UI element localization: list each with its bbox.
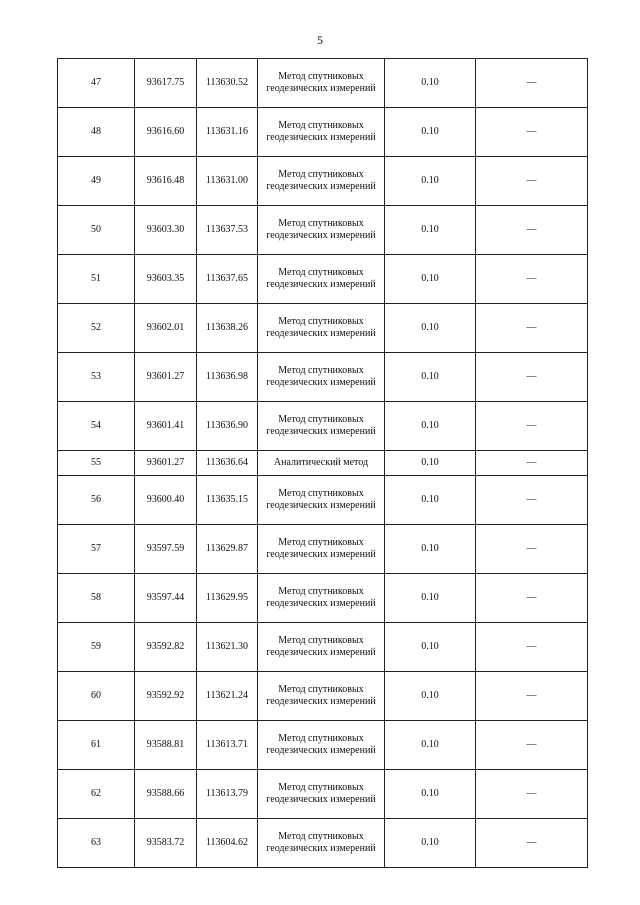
accuracy-cell: 0.10 <box>385 819 476 868</box>
note-cell: — <box>476 623 588 672</box>
x-coordinate-cell: 93600.40 <box>135 476 197 525</box>
note-cell: — <box>476 108 588 157</box>
method-cell: Метод спутниковых геодезических измерений <box>258 206 385 255</box>
point-number-cell: 51 <box>58 255 135 304</box>
table-body <box>58 59 588 868</box>
y-coordinate-cell: 113613.71 <box>197 721 258 770</box>
note-cell: — <box>476 304 588 353</box>
table-row <box>58 402 588 451</box>
accuracy-cell: 0.10 <box>385 206 476 255</box>
y-coordinate-cell: 113630.52 <box>197 59 258 108</box>
method-cell: Метод спутниковых геодезических измерений <box>258 672 385 721</box>
x-coordinate-cell: 93583.72 <box>135 819 197 868</box>
table-row <box>58 574 588 623</box>
y-coordinate-cell: 113631.16 <box>197 108 258 157</box>
method-cell: Метод спутниковых геодезических измерений <box>258 525 385 574</box>
note-cell: — <box>476 157 588 206</box>
note-cell: — <box>476 721 588 770</box>
y-coordinate-cell: 113629.95 <box>197 574 258 623</box>
method-cell: Метод спутниковых геодезических измерений <box>258 304 385 353</box>
x-coordinate-cell: 93616.48 <box>135 157 197 206</box>
table-row <box>58 451 588 476</box>
x-coordinate-cell: 93603.30 <box>135 206 197 255</box>
y-coordinate-cell: 113638.26 <box>197 304 258 353</box>
method-cell: Метод спутниковых геодезических измерений <box>258 402 385 451</box>
note-cell: — <box>476 770 588 819</box>
x-coordinate-cell: 93601.27 <box>135 451 197 476</box>
note-cell: — <box>476 672 588 721</box>
note-cell: — <box>476 206 588 255</box>
point-number-cell: 48 <box>58 108 135 157</box>
x-coordinate-cell: 93588.66 <box>135 770 197 819</box>
accuracy-cell: 0.10 <box>385 525 476 574</box>
x-coordinate-cell: 93597.59 <box>135 525 197 574</box>
x-coordinate-cell: 93601.27 <box>135 353 197 402</box>
table-row <box>58 525 588 574</box>
accuracy-cell: 0.10 <box>385 672 476 721</box>
note-cell: — <box>476 819 588 868</box>
page-number: 5 <box>317 33 323 47</box>
note-cell: — <box>476 574 588 623</box>
point-number-cell: 63 <box>58 819 135 868</box>
x-coordinate-cell: 93592.92 <box>135 672 197 721</box>
y-coordinate-cell: 113604.62 <box>197 819 258 868</box>
method-cell: Метод спутниковых геодезических измерений <box>258 770 385 819</box>
table-row <box>58 206 588 255</box>
y-coordinate-cell: 113636.90 <box>197 402 258 451</box>
table-row <box>58 819 588 868</box>
note-cell: — <box>476 59 588 108</box>
x-coordinate-cell: 93601.41 <box>135 402 197 451</box>
x-coordinate-cell: 93617.75 <box>135 59 197 108</box>
point-number-cell: 58 <box>58 574 135 623</box>
note-cell: — <box>476 255 588 304</box>
y-coordinate-cell: 113636.64 <box>197 451 258 476</box>
method-cell: Метод спутниковых геодезических измерений <box>258 623 385 672</box>
accuracy-cell: 0.10 <box>385 770 476 819</box>
accuracy-cell: 0.10 <box>385 623 476 672</box>
y-coordinate-cell: 113635.15 <box>197 476 258 525</box>
y-coordinate-cell: 113631.00 <box>197 157 258 206</box>
table-row <box>58 157 588 206</box>
note-cell: — <box>476 353 588 402</box>
point-number-cell: 47 <box>58 59 135 108</box>
method-cell: Метод спутниковых геодезических измерений <box>258 819 385 868</box>
point-number-cell: 55 <box>58 451 135 476</box>
y-coordinate-cell: 113637.53 <box>197 206 258 255</box>
note-cell: — <box>476 476 588 525</box>
note-cell: — <box>476 525 588 574</box>
table-row <box>58 476 588 525</box>
method-cell: Метод спутниковых геодезических измерений <box>258 353 385 402</box>
method-cell: Метод спутниковых геодезических измерений <box>258 476 385 525</box>
accuracy-cell: 0.10 <box>385 255 476 304</box>
x-coordinate-cell: 93602.01 <box>135 304 197 353</box>
accuracy-cell: 0.10 <box>385 402 476 451</box>
method-cell: Метод спутниковых геодезических измерений <box>258 157 385 206</box>
accuracy-cell: 0.10 <box>385 721 476 770</box>
table-row <box>58 770 588 819</box>
method-cell: Аналитический метод <box>258 451 385 476</box>
y-coordinate-cell: 113637.65 <box>197 255 258 304</box>
point-number-cell: 52 <box>58 304 135 353</box>
accuracy-cell: 0.10 <box>385 157 476 206</box>
y-coordinate-cell: 113636.98 <box>197 353 258 402</box>
y-coordinate-cell: 113621.30 <box>197 623 258 672</box>
point-number-cell: 49 <box>58 157 135 206</box>
note-cell: — <box>476 402 588 451</box>
accuracy-cell: 0.10 <box>385 574 476 623</box>
table-row <box>58 672 588 721</box>
table-row <box>58 59 588 108</box>
point-number-cell: 56 <box>58 476 135 525</box>
accuracy-cell: 0.10 <box>385 108 476 157</box>
point-number-cell: 53 <box>58 353 135 402</box>
point-number-cell: 60 <box>58 672 135 721</box>
point-number-cell: 59 <box>58 623 135 672</box>
point-number-cell: 57 <box>58 525 135 574</box>
accuracy-cell: 0.10 <box>385 476 476 525</box>
accuracy-cell: 0.10 <box>385 451 476 476</box>
table-row <box>58 108 588 157</box>
y-coordinate-cell: 113613.79 <box>197 770 258 819</box>
point-number-cell: 62 <box>58 770 135 819</box>
method-cell: Метод спутниковых геодезических измерений <box>258 108 385 157</box>
note-cell: — <box>476 451 588 476</box>
method-cell: Метод спутниковых геодезических измерений <box>258 59 385 108</box>
x-coordinate-cell: 93603.35 <box>135 255 197 304</box>
table-row <box>58 721 588 770</box>
y-coordinate-cell: 113629.87 <box>197 525 258 574</box>
method-cell: Метод спутниковых геодезических измерений <box>258 255 385 304</box>
accuracy-cell: 0.10 <box>385 304 476 353</box>
table-row <box>58 353 588 402</box>
table-row <box>58 304 588 353</box>
accuracy-cell: 0.10 <box>385 59 476 108</box>
x-coordinate-cell: 93588.81 <box>135 721 197 770</box>
table-row <box>58 255 588 304</box>
point-number-cell: 50 <box>58 206 135 255</box>
y-coordinate-cell: 113621.24 <box>197 672 258 721</box>
x-coordinate-cell: 93597.44 <box>135 574 197 623</box>
coordinates-table <box>57 58 588 868</box>
method-cell: Метод спутниковых геодезических измерений <box>258 721 385 770</box>
x-coordinate-cell: 93592.82 <box>135 623 197 672</box>
method-cell: Метод спутниковых геодезических измерений <box>258 574 385 623</box>
x-coordinate-cell: 93616.60 <box>135 108 197 157</box>
point-number-cell: 54 <box>58 402 135 451</box>
table-row <box>58 623 588 672</box>
accuracy-cell: 0.10 <box>385 353 476 402</box>
point-number-cell: 61 <box>58 721 135 770</box>
